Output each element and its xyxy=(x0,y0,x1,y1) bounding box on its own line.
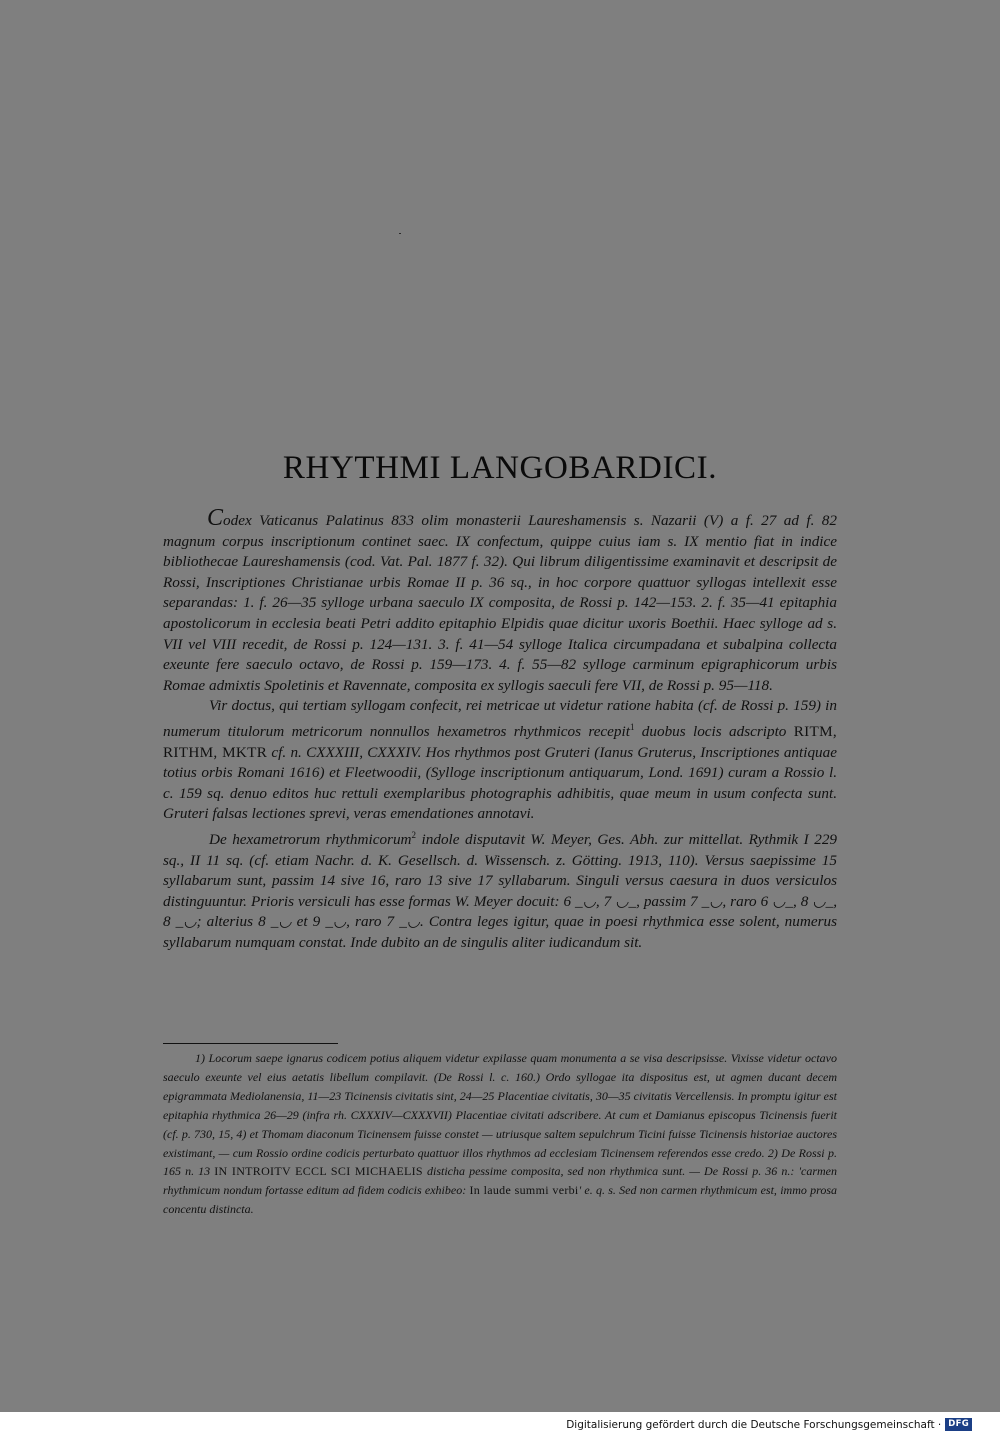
paragraph-2-text-after: cf. n. CXXXIII, CXXXIV. Hos rhythmos post Gruteri (Ianus Gruterus, Inscriptiones antiquae totius orbis Romani 1616) et Fleetwoodii, (Sylloge inscriptionum antiquarum, Lond. 1691) curam a Rossio l. c. 159 sq. denuo editos huc rettuli exemplaribus photographis adhibitis, quae meum in usum confecta sunt. Gruteri falsas lectiones sprevi, veras emendationes annotavi. xyxy=(163,743,837,823)
paragraph-2-text-before: Vir doctus, qui tertiam syllogam confecit, rei metricae ut videtur ratione habita (cf. de Rossi p. 159) in numerum titulorum metricorum nonnullos hexametros rhythmicos recepit xyxy=(163,697,837,740)
abbreviations: RITM, RITHM, MKTR xyxy=(163,723,837,761)
paragraph-3-text-before: De hexametrorum rhythmicorum xyxy=(209,831,412,849)
main-text xyxy=(163,505,838,954)
footnote-text xyxy=(163,1049,837,1219)
footnote-text-after: ' e. q. s. Sed non carmen rhythmicum est, immo prosa concentu distincta. xyxy=(163,1183,838,1217)
footer-credit xyxy=(566,1418,972,1431)
paragraph-1 xyxy=(163,505,837,696)
footnote-ref-1: 1 xyxy=(629,721,635,732)
footnote-ref-2: 2 xyxy=(411,829,417,840)
page-title: RHYTHMI LANGOBARDICI. xyxy=(282,450,718,486)
funding-credit: Digitalisierung gefördert durch die Deutsche Forschungsgemeinschaft · xyxy=(566,1418,942,1431)
footnote-rule xyxy=(163,1043,338,1044)
footnote-text-before: 1) Locorum saepe ignarus codicem potius aliquem videtur expilasse quam monumenta a se visa descripsisse. Vixisse videtur octavo saeculo exeunte vel eius aetatis libellum compilavit. (De Rossi l. c. 160.) Ordo syllogae ita dispositus est, ut agmen ducant decem epigrammata Mediolanensia, 11—23 Ticinensis civitatis sint, 24—25 Placentiae civitatis, 30—35 civitatis Vercellensis. In promptu igitur est epitaphia rhythmica 26—29 (infra rh. CXXXIV—CXXXVII) Placentiae civitati adscribere. At cum et Damianus episcopus Ticinensis fuerit (cf. p. 730, 15, 4) et Thomam diaconum Ticinensem fuisse constet — utriusque saltem sepulchrum Ticini fuisse Ticinensis historiae auctores existimant, — cum Rossio ordine codicis perturbato quattuor illos rhythmos ad ecclesiam Ticinensem referendos esse credo. 2) De Rossi p. 165 n. 13 xyxy=(163,1051,837,1179)
footnote-text-mid: disticha pessime composita, sed non rhythmica sunt. — De Rossi p. 36 n.: 'carmen rhythmicum nondum fortasse editum ad fidem codicis exhibeo: xyxy=(163,1164,838,1198)
paragraph-3-text-after: indole disputavit W. Meyer, Ges. Abh. zur mittellat. Rythmik I 229 sq., II 11 sq. (cf. etiam Nachr. d. K. Gesellsch. d. Wissensch. z. Götting. 1913, 110). Versus saepissime 15 syllabarum sunt, passim 14 sive 16, raro 13 sive 17 syllabarum. Singuli versus caesura in duos versiculos distinguuntur. Prioris versiculi has esse formas W. Meyer docuit: 6 _◡, 7 ◡_, passim 7 _◡, raro 6 ◡_, 8 ◡_, 8 _◡; alterius 8 _◡ et 9 _◡, raro 7 _◡. Contra leges igitur, quae in poesi rhythmica esse solent, numerus syllabarum numquam constat. Inde dubito an de singulis aliter iudicandum sit. xyxy=(163,831,838,951)
paragraph-2-text-mid: duobus locis adscripto xyxy=(634,723,794,740)
dfg-logo[interactable]: DFG xyxy=(945,1418,972,1431)
paragraph-1-text: odex Vaticanus Palatinus 833 olim monasterii Laureshamensis s. Nazarii (V) a f. 27 ad f. 82 magnum corpus inscriptionum continet saec. IX confectum, quippe cuius iam s. IX mentio fiat in indice bibliothecae Laureshamensis (cod. Vat. Pal. 1877 f. 32). Qui librum diligentissime examinavit et descripsit de Rossi, Inscriptiones Christianae urbis Romae II p. 36 sq., in hoc corpore quattuor syllogas intellexit esse separandas: 1. f. 26—35 sylloge urbana saeculo IX composita, de Rossi p. 142—153. 2. f. 35—41 epitaphia apostolicorum in ecclesia beati Petri addito epitaphio Elpidis quae dicitur uxoris Boethii. Haec sylloge ad s. VII vel VIII recedit, de Rossi p. 124—131. 3. f. 41—54 sylloge Italica circumpadana et subalpina collecta exeunte fere saeculo octavo, de Rossi p. 159—173. 4. f. 55—82 sylloge carminum epigraphicorum urbis Romae admixtis Spoletinis et Ravennate, composita ex syllogis saeculi fere VII, de Rossi p. 95—118. xyxy=(163,512,837,694)
footnote-inscription: IN INTROITV ECCL SCI MICHAELIS xyxy=(214,1164,423,1179)
paragraph-3 xyxy=(163,825,837,954)
scan-speck xyxy=(399,233,401,234)
paragraph-2 xyxy=(163,696,837,825)
initial-letter: C xyxy=(207,505,224,531)
footnotes xyxy=(163,1049,837,1219)
footnote-quote: In laude summi verbi xyxy=(469,1183,579,1198)
